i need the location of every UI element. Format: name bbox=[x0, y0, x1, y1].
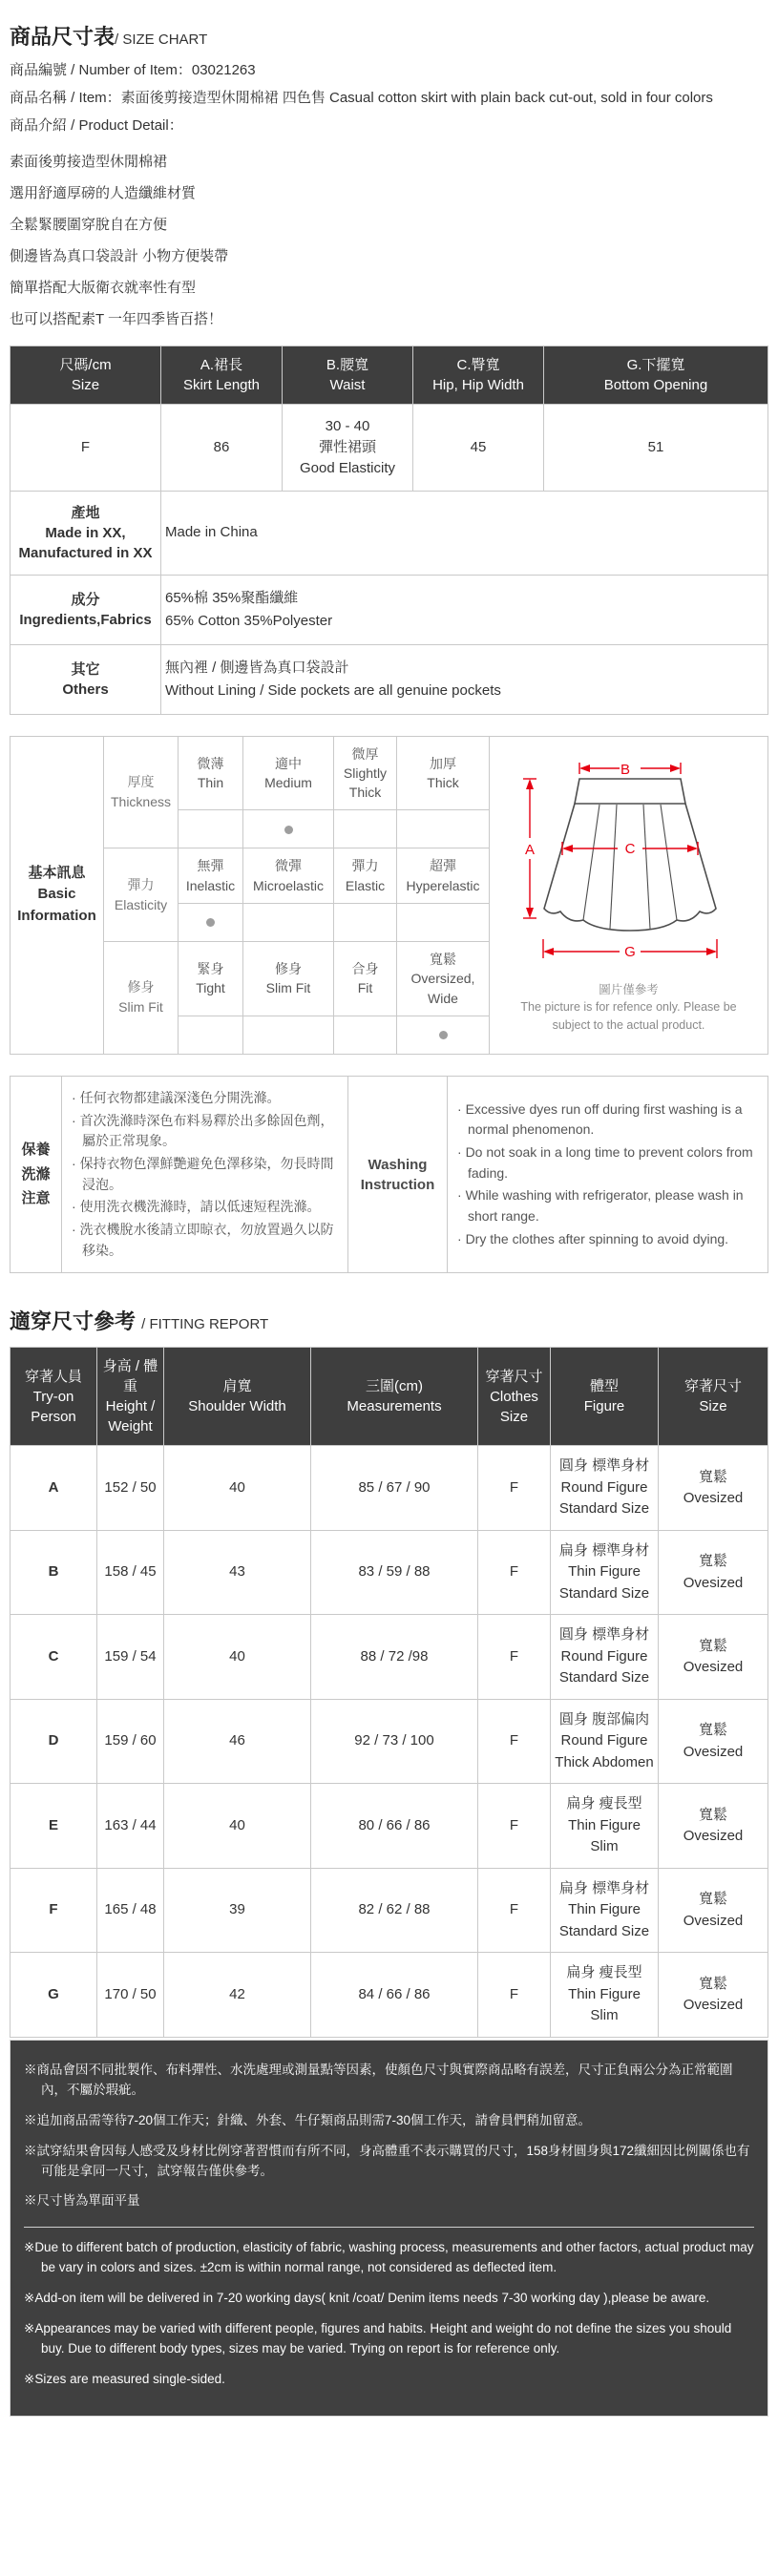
elasticity-option: 超彈 Hyperelastic bbox=[397, 848, 490, 904]
elasticity-dot-hyperelastic bbox=[397, 903, 490, 941]
care-note: · 首次洗滌時深色布料易釋於出多餘固色劑，屬於正常現象。 bbox=[72, 1111, 340, 1152]
size-table-header-row bbox=[11, 346, 768, 405]
clothes-size: F bbox=[478, 1868, 551, 1953]
size-value: F bbox=[11, 405, 161, 491]
slimfit-option: 緊身 Tight bbox=[179, 941, 243, 1016]
selected-dot bbox=[439, 1031, 448, 1039]
clothes-size: F bbox=[478, 1530, 551, 1615]
thickness-dot-thick bbox=[397, 810, 490, 848]
tryon-person-header: 穿著人員 Try-on Person bbox=[11, 1348, 97, 1446]
person: F bbox=[11, 1868, 97, 1953]
measurement-diagram-cell bbox=[490, 736, 768, 1054]
fitting-report-title bbox=[10, 1306, 768, 1335]
footer-note: ※ Sizes are measured single-sided. bbox=[24, 2370, 754, 2390]
elasticity-dot-inelastic bbox=[179, 903, 243, 941]
waist-value: 30 - 40 彈性裙頭 Good Elasticity bbox=[283, 405, 413, 491]
care-notes-zh bbox=[62, 1076, 348, 1273]
dim-label-b: B bbox=[620, 761, 630, 778]
detail-line: 全鬆緊腰圍穿脫自在方便 bbox=[10, 217, 168, 234]
product-detail-label: 商品介紹 / Product Detail： bbox=[10, 116, 183, 134]
person: E bbox=[11, 1784, 97, 1869]
hip-value: 45 bbox=[413, 405, 544, 491]
slimfit-option: 修身 Slim Fit bbox=[243, 941, 334, 1016]
fitting-row bbox=[11, 1953, 768, 2038]
height-weight: 152 / 50 bbox=[97, 1446, 164, 1531]
height-weight: 165 / 48 bbox=[97, 1868, 164, 1953]
ingredients-row bbox=[11, 575, 768, 644]
slimfit-dot-oversized bbox=[397, 1016, 490, 1054]
fit-size: 寬鬆 Ovesized bbox=[659, 1446, 768, 1531]
measurements: 92 / 73 / 100 bbox=[311, 1699, 478, 1784]
fitting-row bbox=[11, 1868, 768, 1953]
detail-line: 素面後剪接造型休閒棉裙 bbox=[10, 154, 168, 171]
height-weight: 170 / 50 bbox=[97, 1953, 164, 2038]
person: A bbox=[11, 1446, 97, 1531]
fit-size: 寬鬆 Ovesized bbox=[659, 1953, 768, 2038]
measurements: 83 / 59 / 88 bbox=[311, 1530, 478, 1615]
person: G bbox=[11, 1953, 97, 2038]
skirt-length-col-header: A.裙長 Skirt Length bbox=[161, 346, 283, 405]
thickness-option: 微薄 Thin bbox=[179, 736, 243, 810]
clothes-size: F bbox=[478, 1953, 551, 2038]
dim-label-c: C bbox=[624, 840, 635, 857]
slimfit-dot-slim bbox=[243, 1016, 334, 1054]
height-weight: 159 / 60 bbox=[97, 1699, 164, 1784]
fitting-row bbox=[11, 1530, 768, 1615]
item-name-line: 商品名稱 / Item：素面後剪接造型休閒棉裙 四色售 Casual cotton skirt with plain back cut-out, sold in four colors bbox=[10, 89, 713, 106]
care-note: · Dry the clothes after spinning to avoid dying. bbox=[457, 1229, 760, 1250]
washing-instruction-label: Washing Instruction bbox=[348, 1076, 448, 1273]
thickness-dot-slightly-thick bbox=[334, 810, 397, 848]
elasticity-dot-elastic bbox=[334, 903, 397, 941]
bottom-whitespace bbox=[10, 2417, 768, 2522]
selected-dot bbox=[206, 918, 215, 927]
detail-line: 簡單搭配大版衛衣就率性有型 bbox=[10, 280, 197, 297]
figure: 圓身 腹部偏肉 Round Figure Thick Abdomen bbox=[551, 1699, 659, 1784]
footer-note: ※ 尺寸皆為單面平量 bbox=[24, 2191, 754, 2211]
person: C bbox=[11, 1615, 97, 1700]
page-title bbox=[10, 21, 768, 51]
care-note: · While washing with refrigerator, please wash in short range. bbox=[457, 1185, 760, 1226]
measurements: 85 / 67 / 90 bbox=[311, 1446, 478, 1531]
waist-col-header: B.腰寬 Waist bbox=[283, 346, 413, 405]
care-label: 保養 洗滌 注意 bbox=[11, 1076, 62, 1273]
shoulder: 40 bbox=[164, 1446, 311, 1531]
figure: 圓身 標準身材 Round Figure Standard Size bbox=[551, 1615, 659, 1700]
fit-size: 寬鬆 Ovesized bbox=[659, 1615, 768, 1700]
clothes-size: F bbox=[478, 1699, 551, 1784]
ingredients-value: 65%棉 35%聚酯纖維 65% Cotton 35%Polyester bbox=[161, 575, 768, 644]
others-value: 無內裡 / 側邊皆為真口袋設計 Without Lining / Side pockets are all genuine pockets bbox=[161, 644, 768, 714]
selected-dot bbox=[284, 826, 293, 834]
clothes-size: F bbox=[478, 1446, 551, 1531]
elasticity-option: 無彈 Inelastic bbox=[179, 848, 243, 904]
slimfit-dot-tight bbox=[179, 1016, 243, 1054]
care-note: · 任何衣物都建議深淺色分開洗滌。 bbox=[72, 1088, 340, 1109]
footer-notes-en bbox=[24, 2238, 754, 2390]
basic-info-label: 基本訊息 Basic Information bbox=[11, 736, 104, 1054]
footer-note: ※ 商品會因不同批製作、布料彈性、水洗處理或測量點等因素，使顏色尺寸與實際商品略有誤差，尺寸正負兩公分為正常範圍內，不屬於瑕疵。 bbox=[24, 2061, 754, 2101]
footer-note: ※ Appearances may be varied with different people, figures and habits. Height and weight do not define the sizes you should buy. Due to different body types, sizes may be varied. Trying on report is for reference only. bbox=[24, 2319, 754, 2359]
others-row bbox=[11, 644, 768, 714]
fitting-header-row bbox=[11, 1348, 768, 1446]
person: D bbox=[11, 1699, 97, 1784]
fit-size: 寬鬆 Ovesized bbox=[659, 1784, 768, 1869]
figure: 扁身 瘦長型 Thin Figure Slim bbox=[551, 1784, 659, 1869]
ingredients-label: 成分 Ingredients,Fabrics bbox=[11, 575, 161, 644]
shoulder: 39 bbox=[164, 1868, 311, 1953]
height-weight: 158 / 45 bbox=[97, 1530, 164, 1615]
page-title-zh: 商品尺寸表 bbox=[10, 25, 116, 49]
footer-note: ※ 追加商品需等待7-20個工作天；針織、外套、牛仔類商品則需7-30個工作天，請會員們稍加留意。 bbox=[24, 2111, 754, 2131]
shoulder: 43 bbox=[164, 1530, 311, 1615]
shoulder: 40 bbox=[164, 1784, 311, 1869]
skirt-length-value: 86 bbox=[161, 405, 283, 491]
size-row-f bbox=[11, 405, 768, 491]
others-label: 其它 Others bbox=[11, 644, 161, 714]
measurements-header: 三圍(cm) Measurements bbox=[311, 1348, 478, 1446]
elasticity-option: 彈力 Elastic bbox=[334, 848, 397, 904]
fitting-row bbox=[11, 1699, 768, 1784]
care-note: · Do not soak in a long time to prevent colors from fading. bbox=[457, 1142, 760, 1183]
height-weight: 159 / 54 bbox=[97, 1615, 164, 1700]
height-weight-header: 身高 / 體重 Height / Weight bbox=[97, 1348, 164, 1446]
shoulder: 40 bbox=[164, 1615, 311, 1700]
fit-size: 寬鬆 Ovesized bbox=[659, 1530, 768, 1615]
hip-col-header: C.臀寬 Hip, Hip Width bbox=[413, 346, 544, 405]
thickness-attr-label: 厚度 Thickness bbox=[104, 736, 179, 848]
detail-line: 側邊皆為真口袋設計 小物方便裝帶 bbox=[10, 248, 229, 265]
dim-label-g: G bbox=[623, 943, 636, 960]
clothes-size: F bbox=[478, 1784, 551, 1869]
figure-header: 體型 Figure bbox=[551, 1348, 659, 1446]
care-notes-en bbox=[448, 1076, 768, 1273]
fitting-report-table bbox=[10, 1347, 768, 2038]
thickness-dot-thin bbox=[179, 810, 243, 848]
footer-note: ※ Add-on item will be delivered in 7-20 working days( knit /coat/ Denim items needs 7-30 working day ),please be aware. bbox=[24, 2289, 754, 2309]
bottom-opening-value: 51 bbox=[544, 405, 768, 491]
size-col-header: 尺碼/cm Size bbox=[11, 346, 161, 405]
clothes-size-header: 穿著尺寸 Clothes Size bbox=[478, 1348, 551, 1446]
measurements: 88 / 72 /98 bbox=[311, 1615, 478, 1700]
thickness-option: 微厚 Slightly Thick bbox=[334, 736, 397, 810]
fit-size: 寬鬆 Ovesized bbox=[659, 1868, 768, 1953]
figure: 扁身 標準身材 Thin Figure Standard Size bbox=[551, 1530, 659, 1615]
origin-label: 產地 Made in XX, Manufactured in XX bbox=[11, 491, 161, 575]
dim-label-a: A bbox=[524, 841, 535, 858]
figure: 扁身 瘦長型 Thin Figure Slim bbox=[551, 1953, 659, 2038]
figure: 圓身 標準身材 Round Figure Standard Size bbox=[551, 1446, 659, 1531]
detail-line: 也可以搭配素T 一年四季皆百搭！ bbox=[10, 311, 223, 328]
care-note: · Excessive dyes run off during first washing is a normal phenomenon. bbox=[457, 1100, 760, 1141]
slimfit-attr-label: 修身 Slim Fit bbox=[104, 941, 179, 1054]
elasticity-option: 微彈 Microelastic bbox=[243, 848, 334, 904]
detail-line: 選用舒適厚磅的人造纖維材質 bbox=[10, 185, 197, 202]
fitting-title-zh: 適穿尺寸參考 bbox=[10, 1309, 137, 1334]
thickness-option: 適中 Medium bbox=[243, 736, 334, 810]
footer-note: ※ 試穿結果會因每人感受及身材比例穿著習慣而有所不同，身高體重不表示購買的尺寸，158身材圓身與172纖細因比例關係也有可能是拿同一尺寸，試穿報告僅供參考。 bbox=[24, 2142, 754, 2182]
height-weight: 163 / 44 bbox=[97, 1784, 164, 1869]
notes-divider bbox=[24, 2227, 754, 2228]
measurements: 84 / 66 / 86 bbox=[311, 1953, 478, 2038]
fitting-row bbox=[11, 1615, 768, 1700]
origin-row bbox=[11, 491, 768, 575]
item-number-line: 商品編號 / Number of Item：03021263 bbox=[10, 62, 256, 78]
size-header: 穿著尺寸 Size bbox=[659, 1348, 768, 1446]
shoulder-width-header: 肩寬 Shoulder Width bbox=[164, 1348, 311, 1446]
fit-size: 寬鬆 Ovesized bbox=[659, 1699, 768, 1784]
diagram-caption: 圖片僅參考 The picture is for refence only. Please be subject to the actual product. bbox=[520, 982, 737, 1033]
care-note: · 洗衣機脫水後請立即晾衣，勿放置過久以防移染。 bbox=[72, 1220, 340, 1261]
fitting-row bbox=[11, 1784, 768, 1869]
shoulder: 42 bbox=[164, 1953, 311, 2038]
slimfit-option: 合身 Fit bbox=[334, 941, 397, 1016]
origin-value: Made in China bbox=[161, 491, 768, 575]
footer-note: ※ Due to different batch of production, elasticity of fabric, washing process, measurements and other factors, actual product may be vary in colors and sizes. ±2cm is within normal range, not considered as deflected item. bbox=[24, 2238, 754, 2278]
fitting-title-en: / FITTING REPORT bbox=[141, 1316, 269, 1333]
bottom-opening-col-header: G.下擺寬 Bottom Opening bbox=[544, 346, 768, 405]
washing-instruction-table bbox=[10, 1076, 768, 1274]
product-detail-lines bbox=[10, 151, 768, 328]
person: B bbox=[11, 1530, 97, 1615]
clothes-size: F bbox=[478, 1615, 551, 1700]
washing-row bbox=[11, 1076, 768, 1273]
measurements: 80 / 66 / 86 bbox=[311, 1784, 478, 1869]
footer-notes-zh bbox=[24, 2061, 754, 2212]
skirt-diagram bbox=[501, 756, 757, 968]
fitting-row bbox=[11, 1446, 768, 1531]
measurements: 82 / 62 / 88 bbox=[311, 1868, 478, 1953]
footer-notes bbox=[10, 2040, 768, 2417]
elasticity-attr-label: 彈力 Elasticity bbox=[104, 848, 179, 942]
thickness-option: 加厚 Thick bbox=[397, 736, 490, 810]
slimfit-option: 寬鬆 Oversized, Wide bbox=[397, 941, 490, 1016]
care-note: · 使用洗衣機洗滌時，請以低速短程洗滌。 bbox=[72, 1197, 340, 1218]
thickness-dot-medium bbox=[243, 810, 334, 848]
elasticity-dot-microelastic bbox=[243, 903, 334, 941]
basic-information-table bbox=[10, 736, 768, 1055]
size-chart-table bbox=[10, 346, 768, 714]
figure: 扁身 標準身材 Thin Figure Standard Size bbox=[551, 1868, 659, 1953]
slimfit-dot-fit bbox=[334, 1016, 397, 1054]
care-note: · 保持衣物色澤鮮艷避免色澤移染，勿長時間浸泡。 bbox=[72, 1154, 340, 1195]
page-title-en: / SIZE CHART bbox=[115, 31, 208, 48]
shoulder: 46 bbox=[164, 1699, 311, 1784]
thickness-options-row bbox=[11, 736, 768, 810]
